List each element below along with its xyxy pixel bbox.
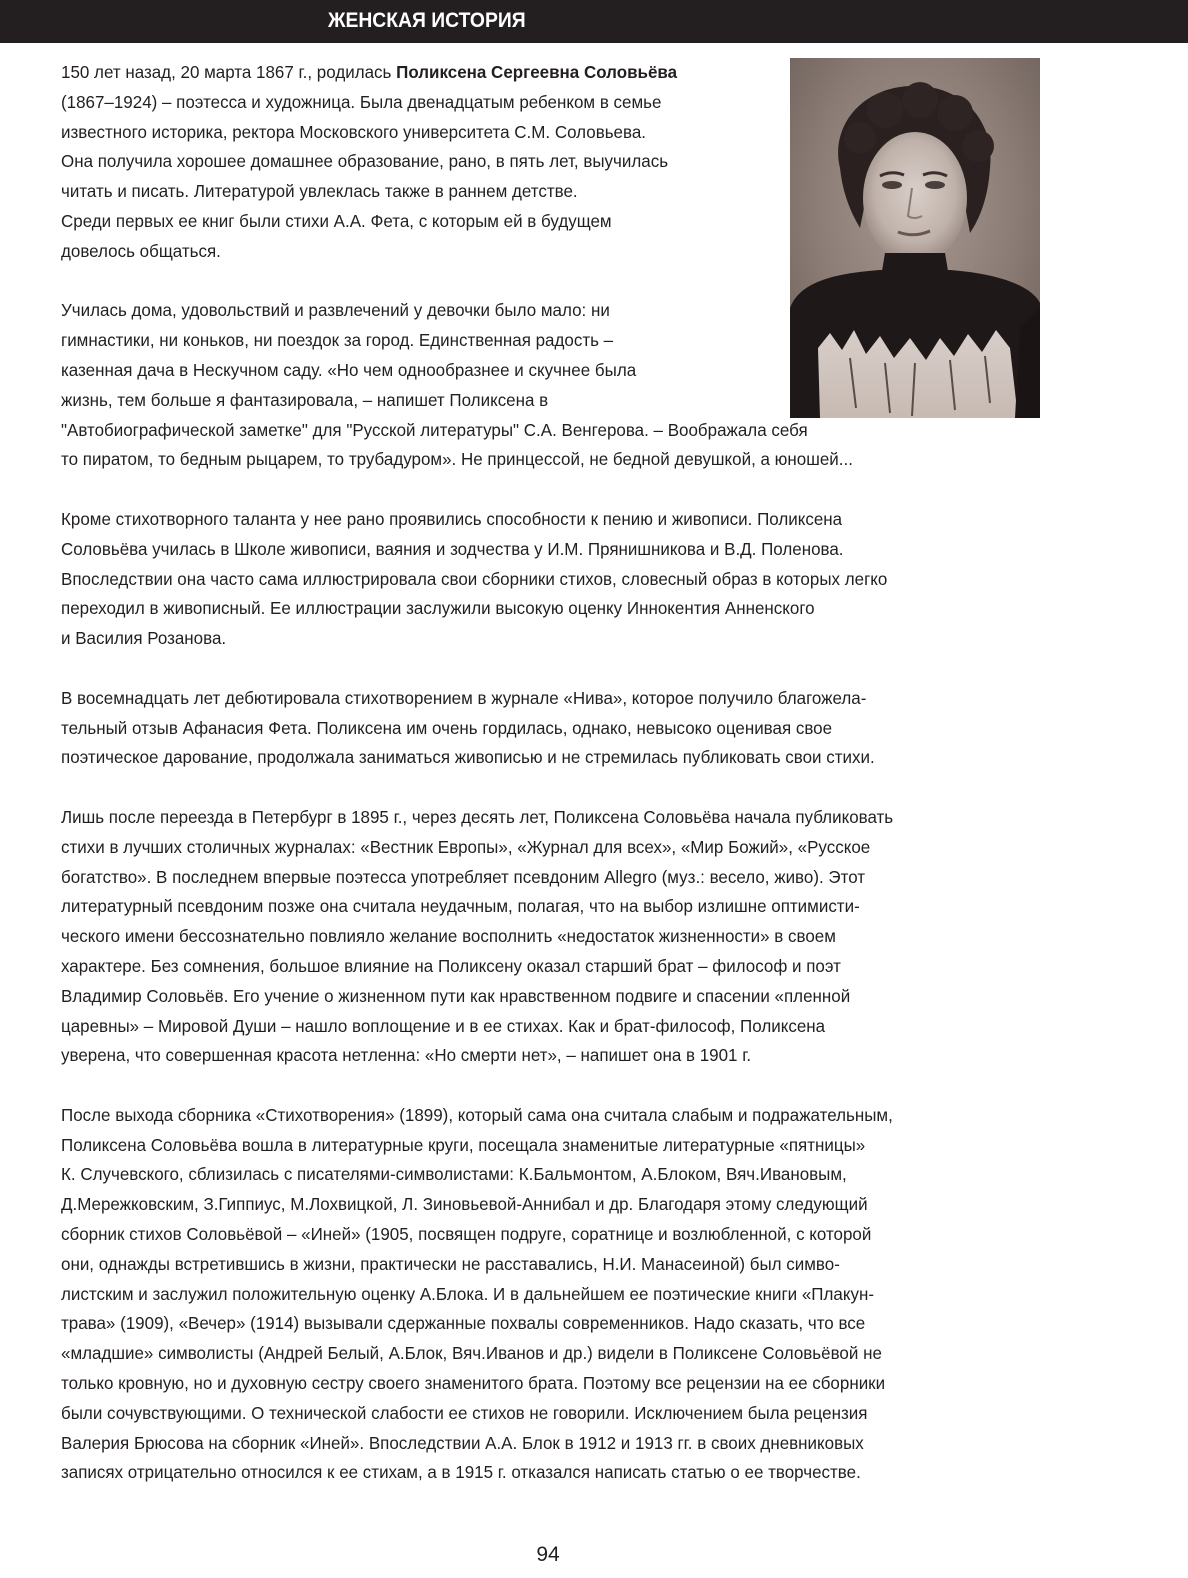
section-title: ЖЕНСКАЯ ИСТОРИЯ: [328, 9, 526, 32]
article-line: (1867–1924) – поэтесса и художница. Была двенадцатым ребенком в семье: [61, 91, 662, 112]
article-paragraph: [61, 684, 1041, 773]
article-line: и Василия Розанова.: [61, 628, 227, 649]
article-line: довелось общаться.: [61, 240, 221, 261]
article-line: переходил в живописный. Ее иллюстрации заслужили высокую оценку Иннокентия Анненского: [61, 598, 815, 619]
article-line: сборник стихов Соловьёвой – «Иней» (1905, посвящен подруге, соратнице и возлюбленной, с которой: [61, 1224, 872, 1245]
article-line: «младшие» символисты (Андрей Белый, А.Блок, Вяч.Иванов и др.) видели в Поликсене Соловьёвой не: [61, 1343, 882, 1364]
article-paragraph: [61, 1101, 1041, 1488]
article-line: гимнастики, ни коньков, ни поездок за город. Единственная радость –: [61, 330, 614, 351]
article-line: "Автобиографической заметке" для "Русской литературы" С.А. Венгерова. – Воображала себя: [61, 419, 808, 440]
article-line: Валерия Брюсова на сборник «Иней». Впоследствии А.А. Блок в 1912 и 1913 гг. в своих дневниковых: [61, 1432, 864, 1453]
article-line: [61, 58, 1007, 88]
article-line: трава» (1909), «Вечер» (1914) вызывали сдержанные похвалы современников. Надо сказать, что все: [61, 1313, 866, 1334]
article-line: литературный псевдоним позже она считала неудачным, полагая, что на выбор излишне оптимисти-: [61, 896, 860, 917]
article-line: записях отрицательно относился к ее стихам, а в 1915 г. отказался написать статью о ее творчестве.: [61, 1462, 861, 1483]
article-line: К. Случевского, сблизилась с писателями-символистами: К.Бальмонтом, А.Блоком, Вяч.Ивановым,: [61, 1164, 847, 1185]
article-line: стихи в лучших столичных журналах: «Вестник Европы», «Журнал для всех», «Мир Божий», «Русское: [61, 836, 871, 857]
article-line: читать и писать. Литературой увлеклась также в раннем детстве.: [61, 181, 578, 202]
article-text: 150 лет назад, 20 марта 1867 г., родилась: [61, 62, 397, 82]
article-line: были сочувствующими. О технической слабости ее стихов не говорили. Исключением была рецензия: [61, 1402, 868, 1423]
article-line: В восемнадцать лет дебютировала стихотворением в журнале «Нива», которое получило благожела-: [61, 687, 867, 708]
article-line: они, однажды встретившись в жизни, практически не расставались, Н.И. Манасеиной) был симво-: [61, 1253, 840, 1274]
article-line: уверена, что совершенная красота нетленна: «Но смерти нет», – напишет она в 1901 г.: [61, 1045, 752, 1066]
article-line: Лишь после переезда в Петербург в 1895 г., через десять лет, Поликсена Соловьёва начала публиковать: [61, 806, 894, 827]
section-header-bar: [0, 0, 1188, 43]
article-paragraph: [61, 505, 1041, 654]
article-line: Поликсена Соловьёва вошла в литературные круги, посещала знаменитые литературные «пятницы»: [61, 1134, 866, 1155]
article-line: жизнь, тем больше я фантазировала, – напишет Поликсена в: [61, 389, 549, 410]
article-paragraph: [61, 296, 1041, 475]
article-line: царевны» – Мировой Души – нашло воплощение и в ее стихах. Как и брат-философ, Поликсена: [61, 1015, 826, 1036]
article-line: Владимир Соловьёв. Его учение о жизненном пути как нравственном подвиге и спасении «пленной: [61, 985, 851, 1006]
article-line: богатство». В последнем впервые поэтесса употребляет псевдоним Allegro (муз.: весело, живо). Этот: [61, 866, 866, 887]
article-line: Впоследствии она часто сама иллюстрировала свои сборники стихов, словесный образ в которых легко: [61, 568, 888, 589]
article-body: [61, 58, 1041, 1518]
article-line: Д.Мережковским, З.Гиппиус, М.Лохвицкой, Л. Зиновьевой-Аннибал и др. Благодаря этому следующий: [61, 1194, 868, 1215]
article-line: тельный отзыв Афанасия Фета. Поликсена им очень гордилась, однако, невысоко оценивая свое: [61, 717, 833, 738]
article-line: Кроме стихотворного таланта у нее рано проявились способности к пению и живописи. Поликсена: [61, 508, 843, 529]
article-paragraph: [61, 803, 1041, 1071]
article-line: характере. Без сомнения, большое влияние на Поликсену оказал старший брат – философ и поэт: [61, 955, 841, 976]
article-line: казенная дача в Нескучном саду. «Но чем однообразнее и скучнее была: [61, 359, 637, 380]
article-line: Училась дома, удовольствий и развлечений у девочки было мало: ни: [61, 300, 610, 321]
article-line: листским и заслужил положительную оценку А.Блока. И в дальнейшем ее поэтические книги «Плакун-: [61, 1283, 874, 1304]
article-paragraph: [61, 58, 1041, 267]
article-line: только кровную, но и духовную сестру своего знаменитого брата. Поэтому все рецензии на ее сборники: [61, 1373, 886, 1394]
article-line: Соловьёва училась в Школе живописи, ваяния и зодчества у И.М. Прянишникова и В.Д. Поленова.: [61, 538, 844, 559]
article-line: известного историка, ректора Московского университета С.М. Соловьева.: [61, 121, 646, 142]
article-line: Среди первых ее книг были стихи А.А. Фета, с которым ей в будущем: [61, 210, 612, 231]
article-line: ческого имени бессознательно повлияло желание восполнить «недостаток жизненности» в своем: [61, 926, 836, 947]
person-name: Поликсена Сергеевна Соловьёва: [396, 62, 678, 82]
article-line: После выхода сборника «Стихотворения» (1899), который сама она считала слабым и подражательным,: [61, 1104, 893, 1125]
article-line: Она получила хорошее домашнее образование, рано, в пять лет, выучилась: [61, 151, 669, 172]
page-number: 94: [536, 1543, 560, 1566]
article-line: поэтическое дарование, продолжала заниматься живописью и не стремилась публиковать свои стихи.: [61, 747, 875, 768]
article-line: то пиратом, то бедным рыцарем, то трубадуром». Не принцессой, не бедной девушкой, а юношей...: [61, 449, 853, 470]
